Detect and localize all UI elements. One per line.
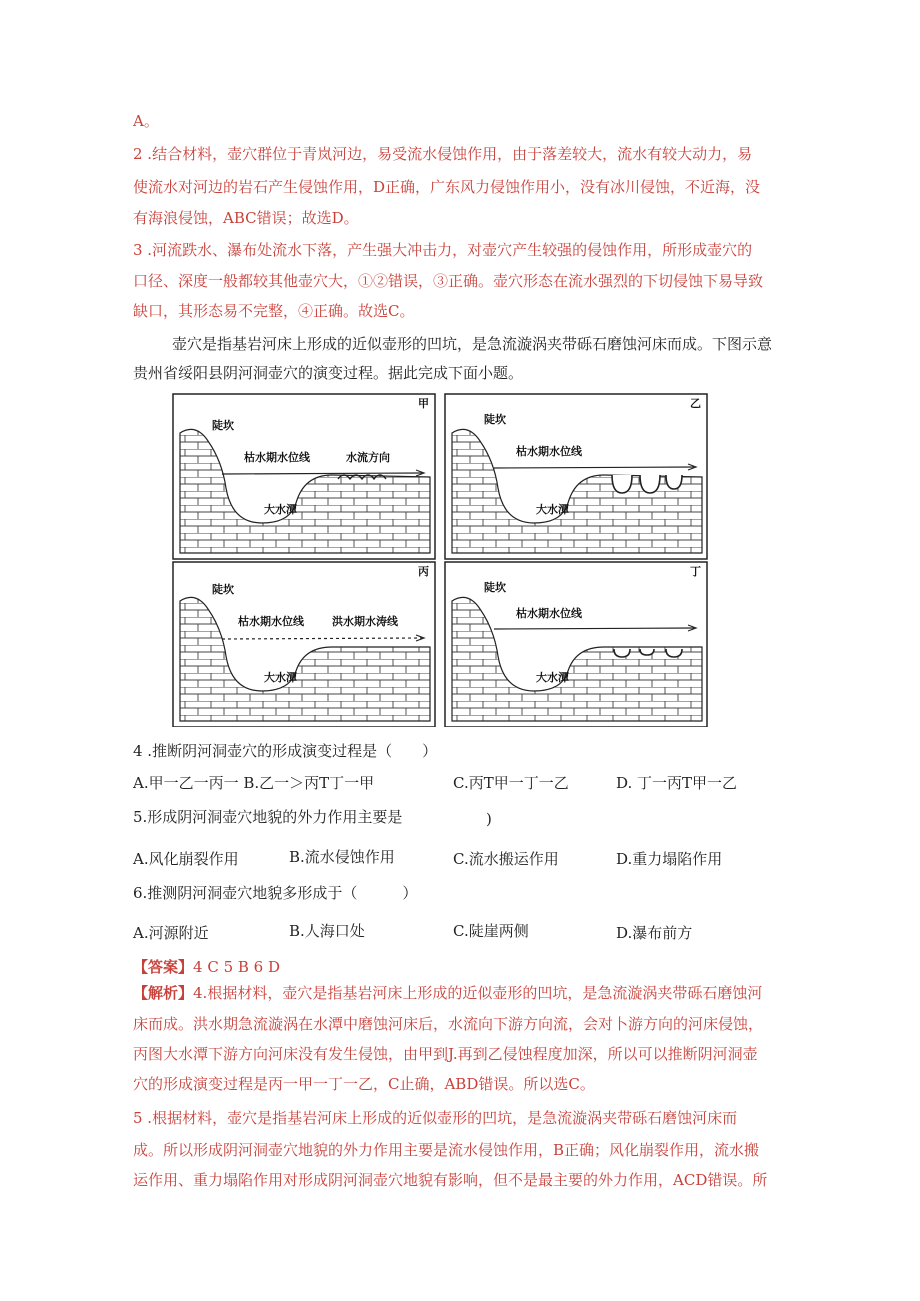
q6-option-c: C.陡崖两侧: [453, 922, 529, 940]
bing-pool-label: 大水潭: [264, 671, 297, 684]
bing-cliff-label: 陡坎: [212, 583, 234, 596]
yi-cliff-label: 陡坎: [484, 413, 506, 426]
q6-option-b: B.人海口处: [289, 922, 365, 940]
answer-line-5: 3 .河流跌水、瀑布处流水下落，产生强大冲击力，对壶穴产生较强的侵蚀作用，所形成壶穴的: [133, 241, 753, 259]
q4-option-d: D. 丁一丙T甲一乙: [616, 774, 738, 792]
analysis-line-6: 成。所以形成阴河洞壶穴地貌的外力作用主要是流水侵蚀作用，B正确；风化崩裂作用，流水搬: [133, 1141, 760, 1159]
jia-cliff-label: 陡坎: [212, 419, 234, 432]
q6-option-a: A.河源附近: [133, 924, 209, 942]
answer-summary: [133, 956, 280, 977]
analysis-line-7: 运作用、重力塌陷作用对形成阴河洞壶穴地貌有影响，但不是最主要的外力作用，ACD错误。所: [133, 1171, 768, 1189]
ding-cliff-label: 陡坎: [484, 581, 506, 594]
answer-line-1: A。: [133, 112, 159, 130]
analysis-line-3: 丙图大水潭下游方向河床没有发生侵蚀，由甲到J.再到乙侵蚀程度加深，所以可以推断阴河洞壶: [133, 1045, 758, 1063]
panel-yi: [445, 394, 707, 559]
pothole-evolution-diagram: [172, 393, 708, 727]
bing-tag: 丙: [418, 565, 429, 578]
intro-line-1: 壶穴是指基岩河床上形成的近似壶形的凹坑，是急流漩涡夹带砾石磨蚀河床而成。下图示意: [172, 335, 773, 353]
answer-line-4: 有海浪侵蚀，ABC错误；故选D。: [133, 209, 359, 227]
q5-option-d: D.重力塌陷作用: [616, 850, 723, 868]
jia-tag: 甲: [418, 397, 429, 410]
jia-pool-label: 大水潭: [264, 503, 297, 516]
panel-jia: [173, 394, 435, 559]
q6-option-d: D.瀑布前方: [616, 924, 693, 942]
answer-line-3: 使流水对河边的岩石产生侵蚀作用，D正确，广东风力侵蚀作用小，没有冰川侵蚀，不近海，没: [133, 178, 761, 196]
q5-paren: ): [486, 810, 492, 828]
q5-option-a: A.风化崩裂作用: [133, 850, 239, 868]
bing-flood-label: 洪水期水涛线: [332, 615, 398, 628]
panel-ding: [445, 562, 707, 727]
answer-text: 4 C 5 B 6 D: [193, 958, 281, 976]
q5-option-c: C.流水搬运作用: [453, 850, 559, 868]
bing-waterline-label: 枯水期水位线: [238, 615, 304, 628]
analysis-line-4: 穴的形成演变过程是丙一甲一丁一乙，C止确，ABD错误。所以选C。: [133, 1075, 595, 1093]
analysis-line-2: 床而成。洪水期急流漩涡在水潭中磨蚀河床后，水流向下游方向流，会对卜游方向的河床侵蚀，: [133, 1015, 764, 1033]
q6-stem: 6.推测阴河洞壶穴地貌多形成于（ ）: [133, 884, 418, 902]
yi-tag: 乙: [690, 397, 701, 410]
intro-line-2: 贵州省绥阳县阴河洞壶穴的演变过程。据此完成下面小题。: [133, 364, 524, 382]
yi-pool-label: 大水潭: [536, 503, 569, 516]
analysis-line-5: 5 .根据材料，壶穴是指基岩河床上形成的近似壶形的凹坑，是急流漩涡夹带砾石磨蚀河床而: [133, 1109, 738, 1127]
yi-waterline-label: 枯水期水位线: [516, 445, 582, 458]
q5-stem: 5.形成阴河洞壶穴地貌的外力作用主要是: [133, 808, 403, 826]
analysis-tag: 【解析】: [133, 984, 194, 1002]
jia-waterline-label: 枯水期水位线: [244, 451, 310, 464]
answer-line-2: 2 .结合材料，壶穴群位于青岚河边，易受流水侵蚀作用，由于落差较大，流水有较大动力，易: [133, 145, 753, 163]
ding-tag: 丁: [690, 565, 701, 578]
q5-option-b: B.流水侵蚀作用: [289, 848, 395, 866]
answer-tag: 【答案】: [133, 958, 194, 976]
panel-bing: [173, 562, 435, 727]
q4-stem: 4 .推断阴河洞壶穴的形成演变过程是（ ）: [133, 742, 438, 760]
ding-pool-label: 大水潭: [536, 671, 569, 684]
analysis-text-1: 4.根据材料，壶穴是指基岩河床上形成的近似壶形的凹坑，是急流漩涡夹带砾石磨蚀河: [193, 984, 763, 1002]
jia-flow-label: 水流方向: [346, 451, 390, 464]
answer-line-6: 口径、深度一般都较其他壶穴大，①②错误，③正确。壶穴形态在流水强烈的下切侵蚀下易导致: [133, 272, 764, 290]
ding-waterline-label: 枯水期水位线: [516, 607, 582, 620]
q4-option-c: C.丙T甲一丁一乙: [453, 774, 569, 792]
answer-line-7: 缺口，其形态易不完整，④正确。故选C。: [133, 302, 415, 320]
q4-option-ab: A.甲一乙一丙一 B.乙一＞丙T丁一甲: [133, 774, 375, 792]
analysis-line-1: [133, 982, 762, 1003]
